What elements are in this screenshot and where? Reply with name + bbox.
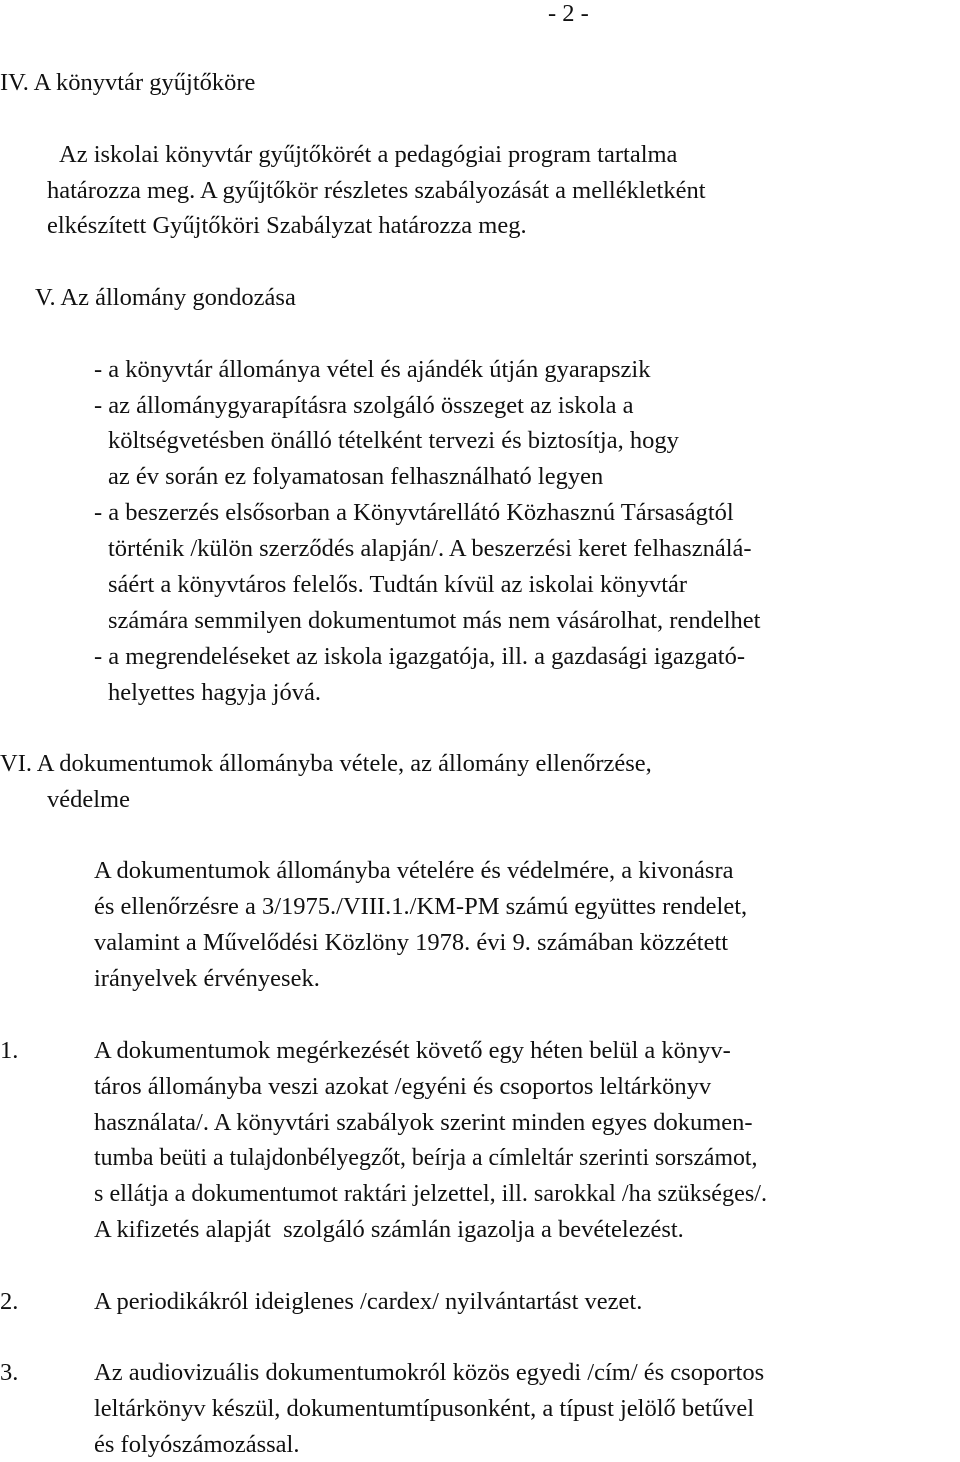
section-iv-paragraph-line: elkészített Gyűjtőköri Szabályzat határozza meg. [47,212,527,239]
section-vi-paragraph-line: és ellenőrzésre a 3/1975./VIII.1./KM-PM számú együttes rendelet, [94,893,748,920]
item-line: A dokumentumok megérkezését követő egy héten belül a könyv- [94,1037,731,1064]
page-number: - 2 - [548,0,589,27]
section-vi-paragraph-line: A dokumentumok állományba vételére és védelmére, a kivonásra [94,857,734,884]
item-line: s ellátja a dokumentumot raktári jelzettel, ill. sarokkal /ha szükséges/. [94,1180,768,1207]
item-line: táros állományba veszi azokat /egyéni és csoportos leltárkönyv [94,1073,712,1100]
section-iv-heading: IV. A könyvtár gyűjtőköre [0,69,256,96]
item-line: A periodikákról ideiglenes /cardex/ nyilvántartást vezet. [94,1288,643,1315]
section-v-line: számára semmilyen dokumentumot más nem vásárolhat, rendelhet [108,607,761,634]
item-line: A kifizetés alapját szolgáló számlán igazolja a bevételezést. [94,1216,684,1243]
section-vi-heading: védelme [47,786,130,813]
section-iv-paragraph-line: Az iskolai könyvtár gyűjtőkörét a pedagógiai program tartalma [59,141,678,168]
item-number: 1. [0,1037,19,1064]
section-v-line: történik /külön szerződés alapján/. A beszerzési keret felhasználá- [108,535,752,562]
section-v-line: sáért a könyvtáros felelős. Tudtán kívül az iskolai könyvtár [108,571,688,598]
item-number: 3. [0,1359,19,1386]
section-v-heading: V. Az állomány gondozása [35,284,296,311]
item-line: leltárkönyv készül, dokumentumtípusonként, a típust jelölő betűvel [94,1395,755,1422]
section-v-line: - a beszerzés elsősorban a Könyvtárellátó Közhasznú Társaságtól [94,499,734,526]
section-iv-paragraph-line: határozza meg. A gyűjtőkör részletes szabályozását a mellékletként [47,177,706,204]
section-v-line: - a könyvtár állománya vétel és ajándék útján gyarapszik [94,356,651,383]
section-v-line: költségvetésben önálló tételként tervezi és biztosítja, hogy [108,427,679,454]
section-v-line: - az állománygyarapításra szolgáló összeget az iskola a [94,392,634,419]
section-v-line: az év során ez folyamatosan felhasználható legyen [108,463,604,490]
item-line: használata/. A könyvtári szabályok szerint minden egyes dokumen- [94,1109,753,1136]
section-vi-heading: VI. A dokumentumok állományba vétele, az állomány ellenőrzése, [0,750,652,777]
section-vi-paragraph-line: irányelvek érvényesek. [94,965,320,992]
section-v-line: helyettes hagyja jóvá. [108,679,321,706]
section-vi-paragraph-line: valamint a Művelődési Közlöny 1978. évi 9. számában közzétett [94,929,729,956]
section-v-line: - a megrendeléseket az iskola igazgatója, ill. a gazdasági igazgató- [94,643,745,670]
item-line: tumba beüti a tulajdonbélyegzőt, beírja a címleltár szerinti sorszámot, [94,1145,758,1171]
item-line: Az audiovizuális dokumentumokról közös egyedi /cím/ és csoportos [94,1359,765,1386]
item-number: 2. [0,1288,19,1315]
item-line: és folyószámozással. [94,1431,300,1458]
